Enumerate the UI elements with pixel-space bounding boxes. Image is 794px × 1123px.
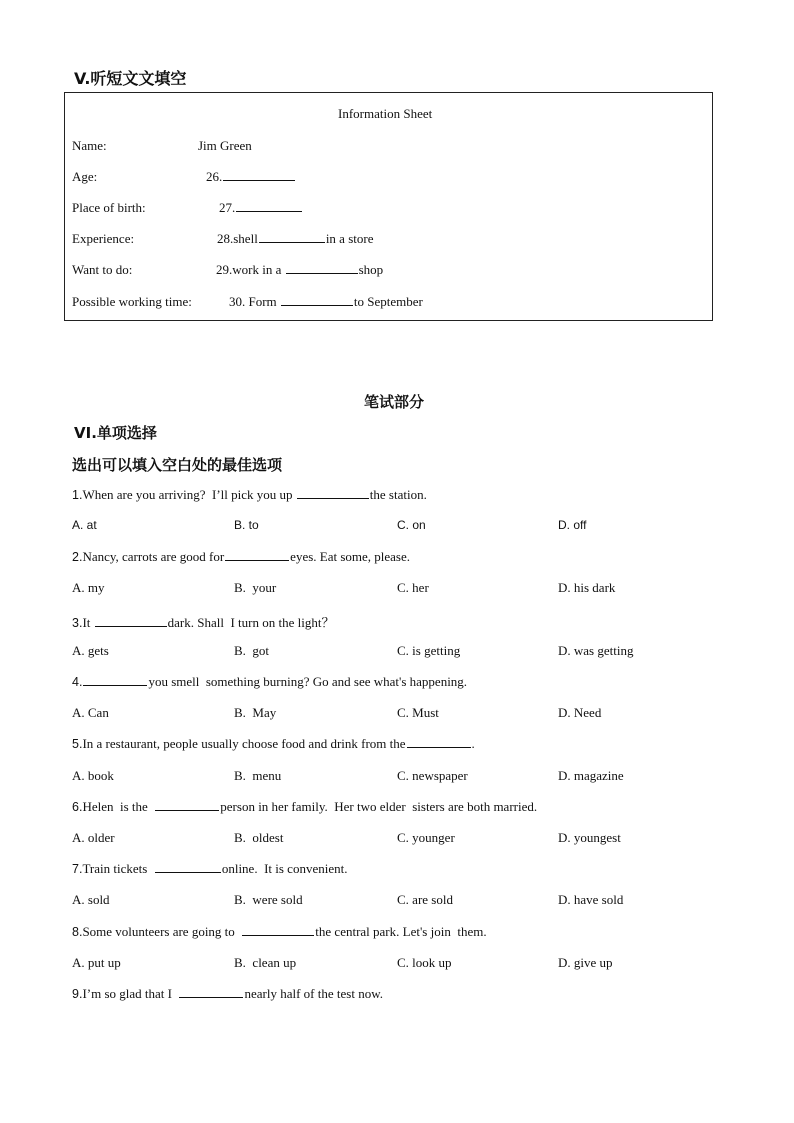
question-text-after: you smell something burning? Go and see what's happening. bbox=[148, 674, 468, 689]
question-number: 1. bbox=[72, 488, 83, 502]
sheet-label: Age: bbox=[72, 169, 98, 184]
question-9 bbox=[72, 986, 383, 1002]
question-number: 9. bbox=[72, 987, 83, 1001]
question-number: 3. bbox=[72, 616, 83, 630]
option-c[interactable]: C. her bbox=[397, 580, 429, 595]
option-c[interactable]: C. are sold bbox=[397, 892, 453, 907]
question-text-after: person in her family. Her two elder sisters are both married. bbox=[220, 799, 538, 814]
suffix-text: to September bbox=[353, 294, 423, 309]
item-number: 30. bbox=[229, 294, 246, 309]
option-d[interactable]: D. magazine bbox=[558, 768, 624, 783]
answer-blank[interactable] bbox=[286, 262, 358, 274]
question-number: 6. bbox=[72, 800, 83, 814]
section-6-instruction: 选出可以填入空白处的最佳选项 bbox=[72, 456, 283, 474]
written-part-title: 笔试部分 bbox=[364, 393, 425, 411]
item-number: 26. bbox=[206, 169, 223, 184]
option-d[interactable]: D. his dark bbox=[558, 580, 616, 595]
option-d[interactable]: D. youngest bbox=[558, 830, 621, 845]
question-text-after: the station. bbox=[369, 487, 427, 502]
sheet-row-want-to-do bbox=[72, 262, 132, 278]
sheet-label: Name: bbox=[72, 138, 107, 153]
option-d[interactable]: D. have sold bbox=[558, 892, 624, 907]
question-text-before: When are you arriving? I’ll pick you up bbox=[82, 487, 296, 502]
question-text-after: . bbox=[471, 736, 475, 751]
question-number: 8. bbox=[72, 925, 83, 939]
question-text-before: In a restaurant, people usually choose food and drink from the bbox=[82, 736, 406, 751]
option-d[interactable]: D. Need bbox=[558, 705, 602, 720]
information-sheet-title: Information Sheet bbox=[338, 106, 433, 121]
question-text-before: Nancy, carrots are good for bbox=[82, 549, 225, 564]
option-d[interactable]: D. off bbox=[558, 518, 587, 532]
question-text-after: online. It is convenient. bbox=[221, 861, 348, 876]
question-number: 5. bbox=[72, 737, 83, 751]
answer-blank[interactable] bbox=[281, 294, 353, 306]
option-d[interactable]: D. was getting bbox=[558, 643, 634, 658]
sheet-row-working-time bbox=[72, 294, 192, 310]
question-number: 4. bbox=[72, 675, 83, 689]
answer-blank[interactable] bbox=[223, 169, 295, 181]
question-1 bbox=[72, 487, 427, 503]
item-number: 29. bbox=[216, 262, 233, 277]
sheet-row-age bbox=[72, 169, 97, 185]
sheet-label: Place of birth: bbox=[72, 200, 146, 215]
option-b[interactable]: B. got bbox=[234, 643, 270, 658]
sheet-value: Jim Green bbox=[198, 138, 252, 153]
option-b[interactable]: B. clean up bbox=[234, 955, 297, 970]
question-text-before: Helen is the bbox=[82, 799, 155, 814]
option-b[interactable]: B. were sold bbox=[234, 892, 303, 907]
information-sheet-box bbox=[64, 92, 713, 321]
sheet-row-experience bbox=[72, 231, 134, 247]
option-a[interactable]: A. book bbox=[72, 768, 114, 783]
answer-blank[interactable] bbox=[83, 674, 147, 686]
answer-27 bbox=[219, 200, 303, 216]
question-text-after: the central park. Let's join them. bbox=[315, 924, 487, 939]
prefix-text: Form bbox=[245, 294, 280, 309]
option-a[interactable]: A. older bbox=[72, 830, 115, 845]
answer-28 bbox=[217, 231, 373, 247]
question-4 bbox=[72, 674, 467, 690]
option-b[interactable]: B. to bbox=[234, 518, 259, 532]
option-a[interactable]: A. Can bbox=[72, 705, 109, 720]
option-c[interactable]: C. on bbox=[397, 518, 426, 532]
option-c[interactable]: C. younger bbox=[397, 830, 455, 845]
item-number: 28. bbox=[217, 231, 234, 246]
question-7 bbox=[72, 861, 347, 877]
option-c[interactable]: C. look up bbox=[397, 955, 452, 970]
question-text-after: nearly half of the test now. bbox=[244, 986, 383, 1001]
question-text-before: It bbox=[82, 615, 94, 630]
answer-blank[interactable] bbox=[407, 736, 471, 748]
option-c[interactable]: C. is getting bbox=[397, 643, 461, 658]
question-text-before: I’m so glad that I bbox=[82, 986, 179, 1001]
option-b[interactable]: B. oldest bbox=[234, 830, 284, 845]
question-8 bbox=[72, 924, 487, 940]
answer-blank[interactable] bbox=[155, 861, 221, 873]
question-text-before: Train tickets bbox=[82, 861, 154, 876]
option-a[interactable]: A. put up bbox=[72, 955, 121, 970]
question-2 bbox=[72, 549, 410, 565]
option-a[interactable]: A. sold bbox=[72, 892, 110, 907]
answer-blank[interactable] bbox=[225, 549, 289, 561]
answer-30 bbox=[229, 294, 423, 310]
sheet-label: Possible working time: bbox=[72, 294, 192, 309]
question-5 bbox=[72, 736, 475, 752]
question-number: 7. bbox=[72, 862, 83, 876]
option-d[interactable]: D. give up bbox=[558, 955, 613, 970]
answer-blank[interactable] bbox=[242, 924, 314, 936]
answer-blank[interactable] bbox=[95, 615, 167, 627]
option-c[interactable]: C. newspaper bbox=[397, 768, 468, 783]
item-number: 27. bbox=[219, 200, 236, 215]
answer-blank[interactable] bbox=[259, 231, 325, 243]
question-number: 2. bbox=[72, 550, 83, 564]
option-c[interactable]: C. Must bbox=[397, 705, 439, 720]
question-text-after: dark. Shall I turn on the light？ bbox=[167, 615, 335, 630]
answer-blank[interactable] bbox=[179, 986, 243, 998]
question-6 bbox=[72, 799, 537, 815]
answer-blank[interactable] bbox=[236, 200, 302, 212]
sheet-label: Want to do: bbox=[72, 262, 133, 277]
suffix-text: shop bbox=[358, 262, 384, 277]
suffix-text: in a store bbox=[325, 231, 374, 246]
option-b[interactable]: B. menu bbox=[234, 768, 282, 783]
prefix-text: work in a bbox=[232, 262, 285, 277]
option-b[interactable]: B. May bbox=[234, 705, 277, 720]
option-a[interactable]: A. my bbox=[72, 580, 105, 595]
option-b[interactable]: B. your bbox=[234, 580, 277, 595]
question-text-before: Some volunteers are going to bbox=[82, 924, 242, 939]
question-text-after: eyes. Eat some, please. bbox=[290, 549, 411, 564]
answer-29 bbox=[216, 262, 383, 278]
sheet-row-place-of-birth bbox=[72, 200, 146, 216]
option-a[interactable]: A. gets bbox=[72, 643, 109, 658]
prefix-text: shell bbox=[233, 231, 258, 246]
answer-blank[interactable] bbox=[297, 487, 369, 499]
question-3 bbox=[72, 612, 334, 631]
option-a[interactable]: A. at bbox=[72, 518, 97, 532]
answer-blank[interactable] bbox=[155, 799, 219, 811]
section-5-heading: V.听短文文填空 bbox=[74, 69, 187, 88]
answer-26 bbox=[206, 169, 296, 185]
sheet-label: Experience: bbox=[72, 231, 135, 246]
section-6-heading: VI.单项选择 bbox=[74, 424, 157, 442]
